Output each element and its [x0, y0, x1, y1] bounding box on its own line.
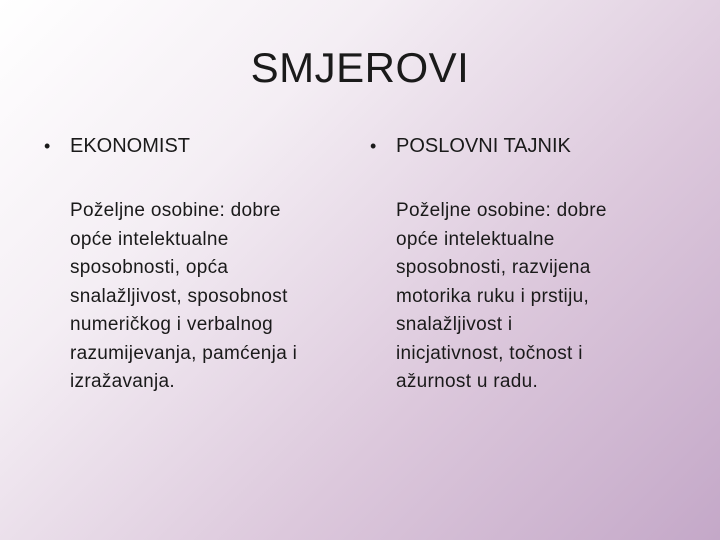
- bullet-label: POSLOVNI TAJNIK: [396, 135, 571, 157]
- bullet-label: EKONOMIST: [70, 135, 191, 157]
- desc-line: ažurnost u radu.: [396, 371, 539, 392]
- desc-line: izražavanja.: [70, 371, 175, 392]
- desc-line: motorika ruku i prstiju,: [396, 285, 590, 307]
- desc-line: sposobnosti, razvijena: [396, 257, 591, 278]
- desc-line: sposobnosti, opća: [70, 257, 229, 278]
- bullet-dot-icon: •: [44, 136, 51, 156]
- slide-title: SMJEROVI: [250, 44, 470, 91]
- desc-line: opće intelektualne: [396, 228, 555, 250]
- description-ekonomist: [70, 197, 344, 397]
- bullet-dot-icon: •: [370, 136, 377, 156]
- desc-line: opće intelektualne: [70, 228, 229, 250]
- column-ekonomist: [44, 133, 344, 397]
- desc-line: Poželjne osobine: dobre: [396, 200, 607, 221]
- desc-line: numeričkog i verbalnog: [70, 314, 274, 335]
- desc-line: snalažljivost i: [396, 314, 513, 335]
- desc-line: snalažljivost, sposobnost: [70, 285, 288, 307]
- desc-line: inicjativnost, točnost i: [396, 342, 583, 364]
- bullet-item-poslovni-tajnik: [370, 133, 670, 159]
- description-poslovni-tajnik: [396, 197, 670, 397]
- column-poslovni-tajnik: [370, 133, 670, 397]
- bullet-item-ekonomist: [44, 133, 344, 159]
- desc-line: Poželjne osobine: dobre: [70, 200, 281, 221]
- desc-line: razumijevanja, pamćenja i: [70, 342, 298, 364]
